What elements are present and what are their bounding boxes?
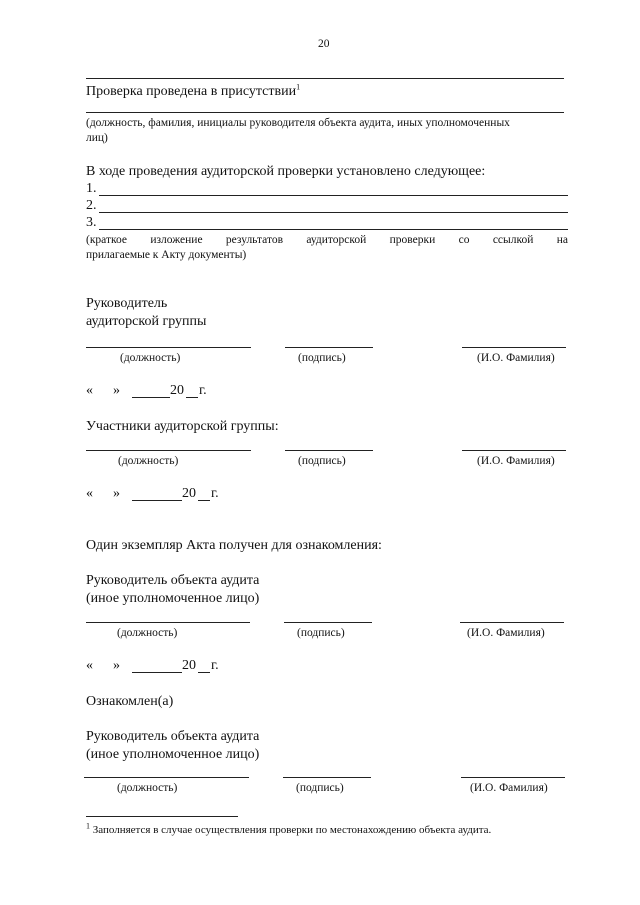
acquainted-label: Ознакомлен(а) (86, 694, 174, 709)
date-year-suffix-1: г. (199, 383, 207, 398)
members-name-line (462, 450, 566, 451)
audit-head-signature-caption: (подпись) (297, 627, 345, 639)
audit-head2-name-caption: (И.О. Фамилия) (470, 782, 548, 794)
date-year-3: 20 (182, 658, 196, 673)
leader-signature-caption: (подпись) (298, 352, 346, 364)
audit-head2-signature-caption: (подпись) (296, 782, 344, 794)
finding-number-2: 2. (86, 198, 97, 213)
presence-caption-line2: лиц) (86, 132, 108, 144)
findings-heading: В ходе проведения аудиторской проверки установлено следующее: (86, 164, 486, 179)
audit-head2-signature-line (283, 777, 371, 778)
date-close-quote-2: » (113, 486, 120, 501)
leader-position-line (86, 347, 251, 348)
date-fill-line-2 (132, 500, 182, 501)
top-line (86, 78, 564, 79)
leader-signature-line (285, 347, 373, 348)
findings-caption-line1 (86, 233, 568, 247)
audit-head2-label-1: Руководитель объекта аудита (86, 729, 260, 744)
audit-head-signature-line (284, 622, 372, 623)
date-year-fill-2 (198, 500, 210, 501)
footnote-mark: 1 (86, 821, 90, 831)
audit-head-label-1: Руководитель объекта аудита (86, 573, 260, 588)
date-close-quote-1: » (113, 383, 120, 398)
caption-word: проверки (389, 234, 436, 246)
finding-line-1 (99, 195, 568, 196)
footnote-text: Заполняется в случае осуществления проверки по местонахождению объекта аудита. (92, 824, 492, 836)
finding-line-3 (99, 229, 568, 230)
presence-caption-line1: (должность, фамилия, инициалы руководителя объекта аудита, иных уполномоченных (86, 117, 510, 129)
members-position-line (86, 450, 251, 451)
members-position-caption: (должность) (118, 455, 179, 467)
date-open-quote: « (86, 383, 93, 398)
finding-line-2 (99, 212, 568, 213)
audit-head-name-line (460, 622, 564, 623)
audit-head-position-line (86, 622, 250, 623)
caption-word: (краткое (86, 234, 127, 246)
date-open-quote-2: « (86, 486, 93, 501)
date-year-suffix-2: г. (211, 486, 219, 501)
date-year-fill-1 (186, 397, 198, 398)
footnote-separator (86, 816, 238, 817)
date-year-1: 20 (170, 383, 184, 398)
finding-number-3: 3. (86, 215, 97, 230)
caption-word: со ссылкой на (458, 234, 568, 246)
caption-word: изложение (150, 234, 203, 246)
members-signature-line (285, 450, 373, 451)
audit-head-label-2: (иное уполномоченное лицо) (86, 591, 260, 606)
caption-word: аудиторской (306, 234, 367, 246)
date-fill-line-1 (132, 397, 170, 398)
date-year-suffix-3: г. (211, 658, 219, 673)
audit-head-position-caption: (должность) (117, 627, 178, 639)
date-year-fill-3 (198, 672, 210, 673)
date-close-quote-3: » (113, 658, 120, 673)
received-text: Один экземпляр Акта получен для ознакомления: (86, 538, 382, 553)
leader-name-line (462, 347, 566, 348)
finding-number-1: 1. (86, 181, 97, 196)
date-line-1 (86, 383, 93, 399)
audit-head2-label-2: (иное уполномоченное лицо) (86, 747, 260, 762)
audit-head-name-caption: (И.О. Фамилия) (467, 627, 545, 639)
date-fill-line-3 (132, 672, 182, 673)
members-label: Участники аудиторской группы: (86, 419, 279, 434)
page-number: 20 (318, 38, 330, 50)
leader-name-caption: (И.О. Фамилия) (477, 352, 555, 364)
caption-word: результатов (225, 234, 284, 246)
findings-caption-line2: прилагаемые к Акту документы) (86, 249, 247, 261)
audit-head2-position-caption: (должность) (117, 782, 178, 794)
presence-label: Проверка проведена в присутствии (86, 84, 297, 99)
group-leader-label-1: Руководитель (86, 296, 168, 311)
footnote-reference: 1 (296, 82, 301, 92)
members-signature-caption: (подпись) (298, 455, 346, 467)
presence-text (86, 84, 300, 100)
group-leader-label-2: аудиторской группы (86, 314, 207, 329)
members-name-caption: (И.О. Фамилия) (477, 455, 555, 467)
audit-head2-position-line (84, 777, 249, 778)
footnote (86, 823, 491, 837)
leader-position-caption: (должность) (120, 352, 181, 364)
date-year-2: 20 (182, 486, 196, 501)
presence-fill-line (86, 112, 564, 113)
date-open-quote-3: « (86, 658, 93, 673)
audit-head2-name-line (461, 777, 565, 778)
